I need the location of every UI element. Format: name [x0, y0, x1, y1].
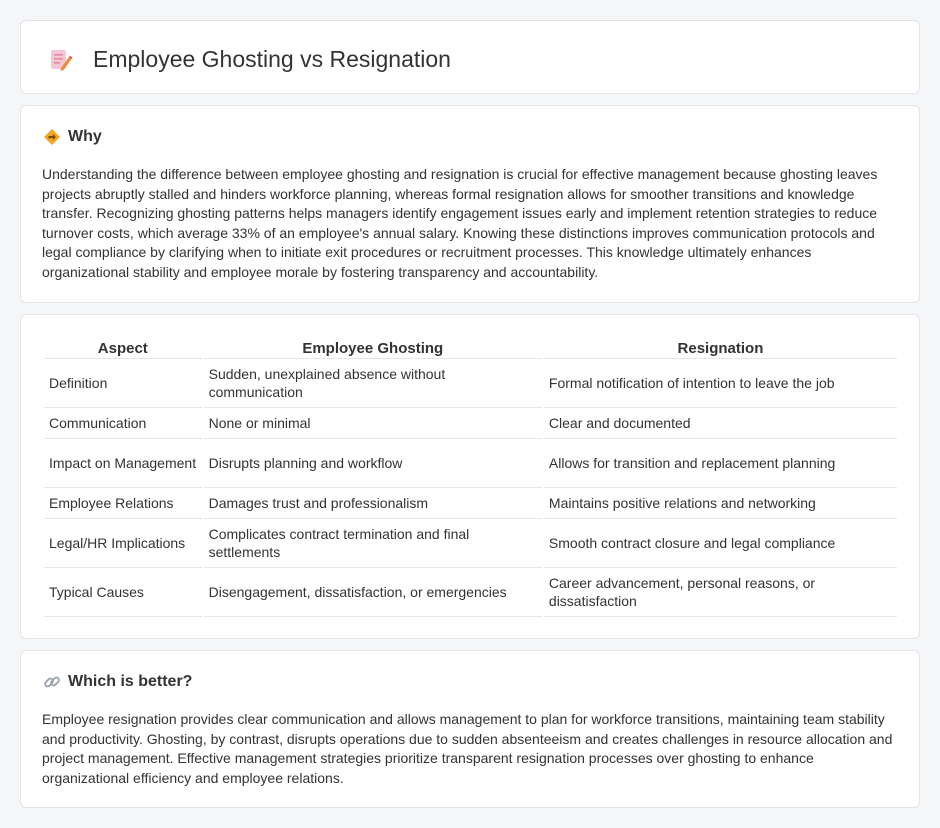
row-aspect: Impact on Management — [44, 439, 202, 488]
row-resignation: Allows for transition and replacement planning — [544, 439, 897, 488]
row-aspect: Definition — [44, 359, 202, 408]
row-aspect: Communication — [44, 408, 202, 439]
row-ghosting: Damages trust and professionalism — [204, 488, 542, 519]
row-aspect: Legal/HR Implications — [44, 519, 202, 568]
row-resignation: Career advancement, personal reasons, or dissatisfaction — [544, 568, 897, 617]
header-employee-ghosting: Employee Ghosting — [204, 335, 542, 359]
row-resignation: Smooth contract closure and legal compliance — [544, 519, 897, 568]
table-row — [44, 408, 897, 439]
header-resignation: Resignation — [544, 335, 897, 359]
row-aspect: Typical Causes — [44, 568, 202, 617]
row-ghosting: Complicates contract termination and final settlements — [204, 519, 542, 568]
header-aspect: Aspect — [44, 335, 202, 359]
table-header-row — [44, 335, 897, 359]
link-icon — [43, 673, 61, 691]
row-ghosting: Disrupts planning and workflow — [204, 439, 542, 488]
comparison-table — [42, 335, 899, 617]
row-ghosting: None or minimal — [204, 408, 542, 439]
table-row — [44, 568, 897, 617]
table-row — [44, 359, 897, 408]
better-heading-row — [43, 673, 192, 691]
table-row — [44, 488, 897, 519]
why-card — [20, 105, 920, 303]
table-row — [44, 519, 897, 568]
row-ghosting: Disengagement, dissatisfaction, or emergencies — [204, 568, 542, 617]
why-heading: Why — [68, 128, 102, 145]
better-paragraph: Employee resignation provides clear communication and allows management to plan for workforce transitions, maintaining team stability and productivity. Ghosting, by contrast, disrupts operations due to sudden absenteeism and creates challenges in resource allocation and project management. Effective management strategies prioritize transparent resignation processes over ghosting to enhance organizational efficiency and employee relations. — [42, 711, 893, 786]
document-pencil-icon — [47, 47, 73, 73]
comparison-card — [20, 314, 920, 639]
row-resignation: Maintains positive relations and networking — [544, 488, 897, 519]
row-resignation: Formal notification of intention to leave the job — [544, 359, 897, 408]
row-aspect: Employee Relations — [44, 488, 202, 519]
diamond-arrow-icon — [43, 128, 61, 146]
table-row — [44, 439, 897, 488]
better-heading: Which is better? — [68, 673, 193, 690]
why-heading-row — [43, 128, 102, 146]
title-card — [20, 20, 920, 94]
row-ghosting: Sudden, unexplained absence without communication — [204, 359, 542, 408]
why-paragraph: Understanding the difference between employee ghosting and resignation is crucial for effective management because ghosting leaves projects abruptly stalled and hinders workforce planning, whereas formal resignation allows for smoother transitions and knowledge transfer. Recognizing ghosting patterns helps managers identify engagement issues early and implement retention strategies to reduce turnover costs, which average 33% of an employee's annual salary. Knowing these distinctions improves communication protocols and legal compliance by clarifying when to initiate exit procedures or recruitment processes. This knowledge ultimately enhances organizational stability and employee morale by fostering transparency and accountability. — [42, 166, 878, 280]
page-title: Employee Ghosting vs Resignation — [93, 46, 451, 72]
which-better-card — [20, 650, 920, 808]
title-row — [47, 46, 451, 73]
row-resignation: Clear and documented — [544, 408, 897, 439]
